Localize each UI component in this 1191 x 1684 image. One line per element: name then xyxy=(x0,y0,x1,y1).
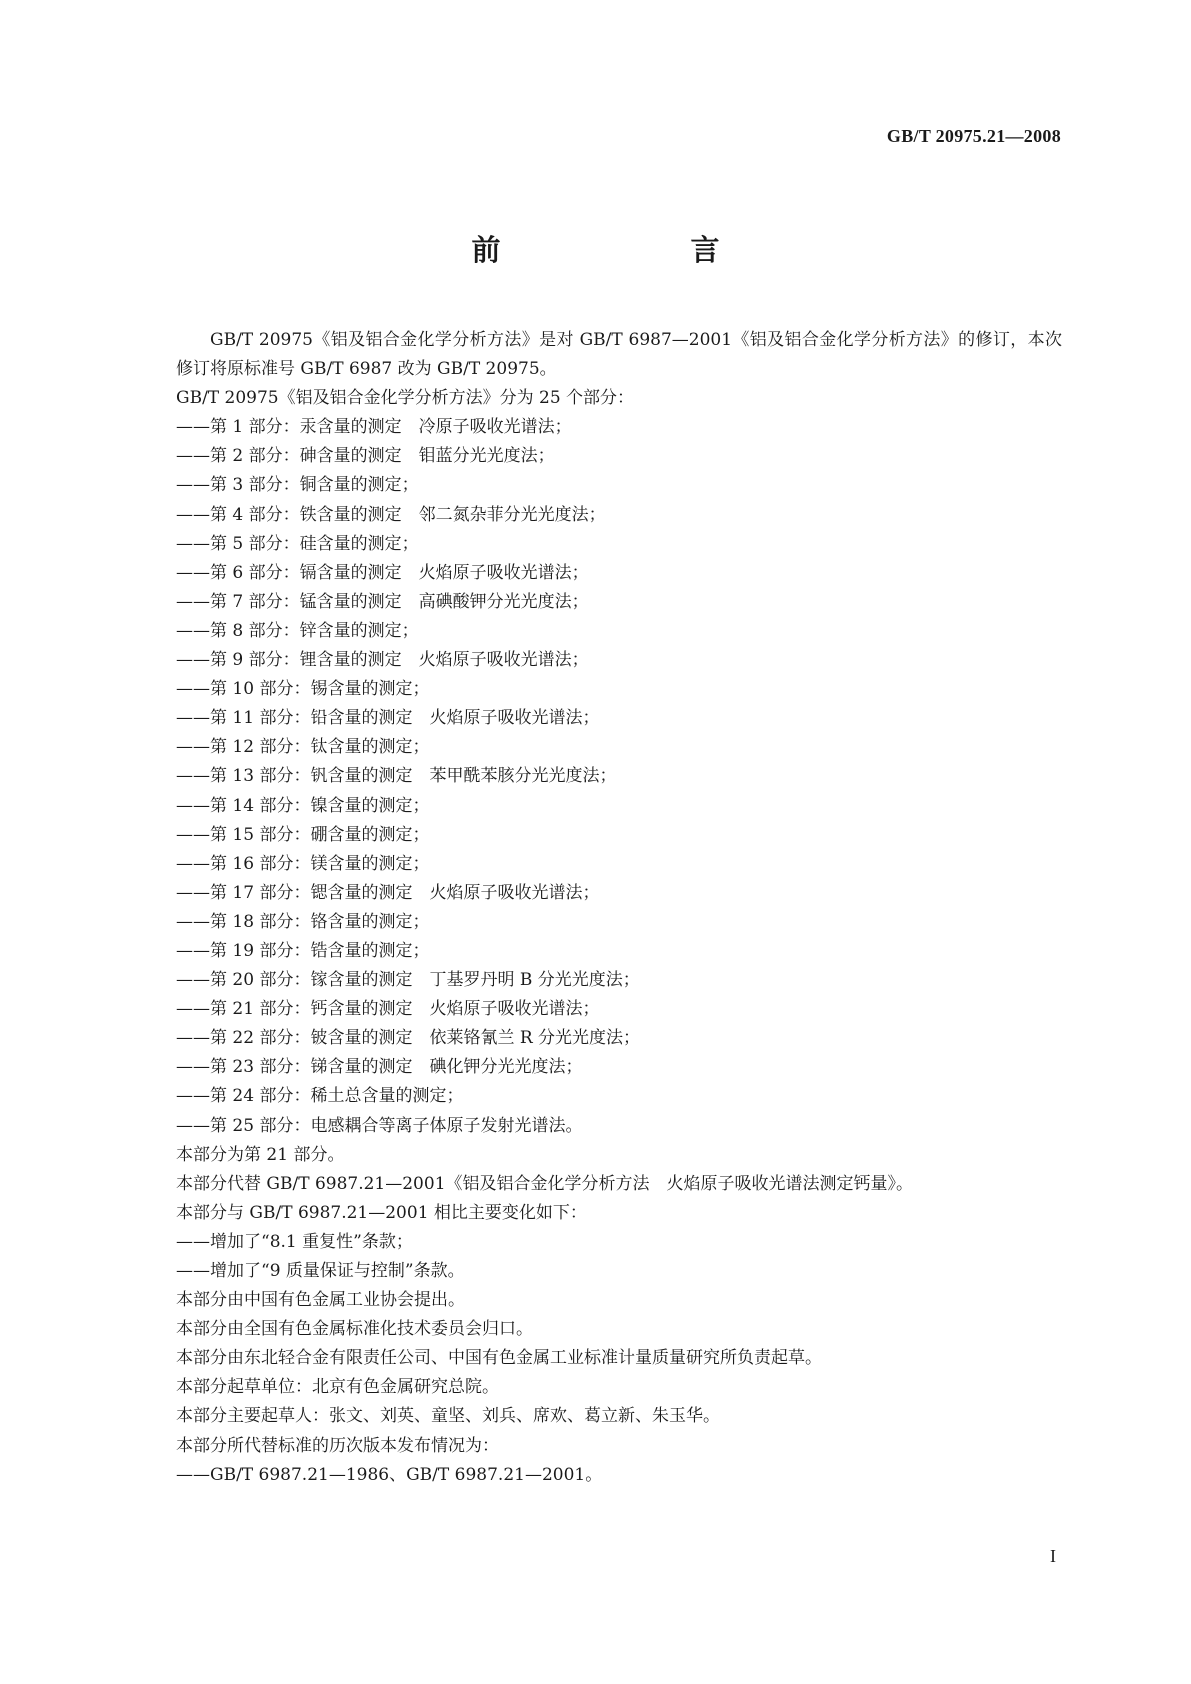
jurisdiction: 本部分由全国有色金属标准化技术委员会归口。 xyxy=(176,1319,533,1340)
history-list xyxy=(176,1461,1062,1490)
foreword-body xyxy=(176,326,1062,1490)
list-item: ——第 3 部分：铜含量的测定； xyxy=(176,475,419,496)
parts-list xyxy=(176,413,1062,1140)
list-item: ——第 23 部分：锑含量的测定 碘化钾分光光度法； xyxy=(176,1057,583,1078)
list-item: ——第 16 部分：镁含量的测定； xyxy=(176,853,430,874)
list-item: ——第 25 部分：电感耦合等离子体原子发射光谱法。 xyxy=(176,1115,583,1136)
list-item: ——第 22 部分：铍含量的测定 依莱铬氰兰 R 分光光度法； xyxy=(176,1028,641,1049)
list-item: ——第 5 部分：硅含量的测定； xyxy=(176,533,419,554)
drafting-unit: 本部分起草单位：北京有色金属研究总院。 xyxy=(176,1377,499,1398)
list-item: ——第 18 部分：铬含量的测定； xyxy=(176,911,430,932)
responsible-drafters: 本部分由东北轻合金有限责任公司、中国有色金属工业标准计量质量研究所负责起草。 xyxy=(176,1348,822,1369)
this-part: 本部分为第 21 部分。 xyxy=(176,1144,345,1165)
proposed-by: 本部分由中国有色金属工业协会提出。 xyxy=(176,1290,465,1311)
changes-intro: 本部分与 GB/T 6987.21—2001 相比主要变化如下： xyxy=(176,1202,587,1223)
list-item: ——第 21 部分：钙含量的测定 火焰原子吸收光谱法； xyxy=(176,999,600,1020)
list-item: ——第 10 部分：锡含量的测定； xyxy=(176,679,430,700)
list-item: ——第 8 部分：锌含量的测定； xyxy=(176,620,419,641)
parts-intro: GB/T 20975《铝及铝合金化学分析方法》分为 25 个部分： xyxy=(176,388,635,409)
list-item: ——第 17 部分：锶含量的测定 火焰原子吸收光谱法； xyxy=(176,882,600,903)
list-item: ——第 12 部分：钛含量的测定； xyxy=(176,737,430,758)
list-item: ——第 7 部分：锰含量的测定 高碘酸钾分光光度法； xyxy=(176,591,589,612)
main-drafters: 本部分主要起草人：张文、刘英、童坚、刘兵、席欢、葛立新、朱玉华。 xyxy=(176,1406,720,1427)
list-item: ——第 15 部分：硼含量的测定； xyxy=(176,824,430,845)
changes-list xyxy=(176,1228,1062,1286)
list-item: ——第 19 部分：锆含量的测定； xyxy=(176,940,430,961)
list-item: ——增加了“8.1 重复性”条款； xyxy=(176,1231,413,1252)
page-title: 前 言 xyxy=(471,233,764,267)
list-item: ——第 20 部分：镓含量的测定 丁基罗丹明 B 分光光度法； xyxy=(176,970,640,991)
intro-paragraph: GB/T 20975《铝及铝合金化学分析方法》是对 GB/T 6987—2001《铝及铝合金化学分析方法》的修订，本次修订将原标准号 GB/T 6987 改为 GB/T 20975。 xyxy=(176,330,1062,380)
list-item: ——第 13 部分：钒含量的测定 苯甲酰苯胲分光光度法； xyxy=(176,766,617,787)
list-item: ——第 2 部分：砷含量的测定 钼蓝分光光度法； xyxy=(176,446,555,467)
list-item: ——第 11 部分：铅含量的测定 火焰原子吸收光谱法； xyxy=(176,708,600,729)
list-item: ——第 6 部分：镉含量的测定 火焰原子吸收光谱法； xyxy=(176,562,589,583)
list-item: ——GB/T 6987.21—1986、GB/T 6987.21—2001。 xyxy=(176,1464,603,1485)
list-item: ——第 1 部分：汞含量的测定 冷原子吸收光谱法； xyxy=(176,417,572,438)
standard-code: GB/T 20975.21—2008 xyxy=(886,126,1061,146)
page-number: I xyxy=(1050,1546,1056,1566)
history-intro: 本部分所代替标准的历次版本发布情况为： xyxy=(176,1435,499,1456)
list-item: ——增加了“9 质量保证与控制”条款。 xyxy=(176,1261,465,1281)
list-item: ——第 14 部分：镍含量的测定； xyxy=(176,795,430,816)
replaces-statement: 本部分代替 GB/T 6987.21—2001《铝及铝合金化学分析方法 火焰原子吸收光谱法测定钙量》。 xyxy=(176,1173,914,1194)
list-item: ——第 9 部分：锂含量的测定 火焰原子吸收光谱法； xyxy=(176,650,589,671)
list-item: ——第 4 部分：铁含量的测定 邻二氮杂菲分光光度法； xyxy=(176,504,606,525)
list-item: ——第 24 部分：稀土总含量的测定； xyxy=(176,1086,464,1107)
